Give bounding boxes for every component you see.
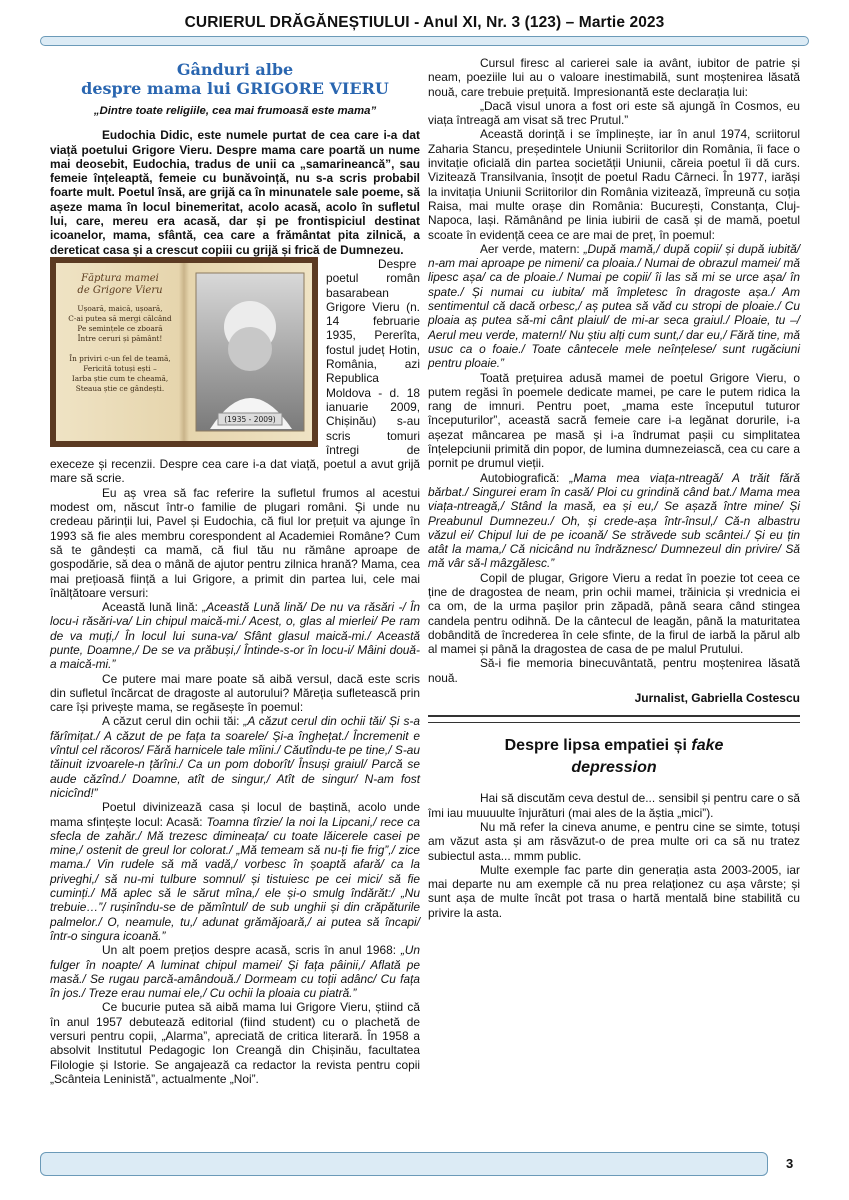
poem-acasa-lead: Poetul divinizează casa și locul de baștină, acolo unde mama sfințește locul: Acasă: — [50, 800, 420, 829]
poem-auto-verse: „Mama mea viața-ntreagă/ A trăit fără bărbat./ Singurei eram în casă/ Ploi cu grindină când bat./ Mama mea viața-ntreagă,/ Stând la masă, ea și eu,/ Se așază între mine/ Și Preabunul Dumnezeu./ Oh, și crede-așa într-însul,/ Că-n albastru văzul ei/ Chipul lui de pe icoană/ Se străvede sub scântei./ Și eu țin atât la mama,/ Că nicicând nu îndrăznesc/ Dumnezeul din privire/ Să mă vâr să-l mâzgălesc.” — [428, 470, 800, 571]
paragraph-visit-romania: Această dorință i se împlinește, iar în anul 1974, scriitorul Zaharia Stancu, președintele Uniunii Scriitorilor din România, îi face o invitație oficială din partea societății Uniunii, căreia poetul îi dă curs. Vizitează Transilvania, însoțit de poetul Radu Cârneci. În 1977, iarăși la invitația Uniunii Scriitorilor din România vizitează, împreună cu soția Raisa, mai multe orașe din România: București, Constanța, Cluj-Napoca, Iași. Rămânând pe linia iubirii de casă și de mamă, poetul scoate în evidență ceea ce are mai de preț, în poemul: — [428, 127, 800, 242]
article2-title-main: Despre lipsa empatiei și — [504, 737, 692, 755]
poem-1968-verse: „Un fulger în noapte/ A luminat chipul mamei/ Și fața pâinii,/ Aflată pe masă./ Se rugau parcă-amândouă./ Dormeam cu toții adânc/ Cu fața în jos./ Treze erau numai ele,/ Cu ochii la ploaia cu piatră.” — [50, 943, 420, 1001]
paragraph-modest-man: Eu aș vrea să fac referire la sufletul frumos al acestui modest om, născut într-o familie de plugari români. Și unde nu credeau părinții lui, Pavel și Eudochia, că fiul lor prețuit va ajunge în 1993 să fie ales membru corespondent al Academiei Române? Cum să te gândești ca mamă, că fiul tău nu rămâne aproape de gospodărie, să dea o mână de ajutor pentru zilnica hrană? Mama, cea mai prețioasă ființă a lui Grigore, a primit din partea lui, cele mai înălțătoare versuri: — [50, 485, 420, 600]
article-author: Jurnalist, Gabriella Costescu — [634, 691, 800, 706]
article2-paragraph-2: Nu mă refer la cineva anume, e pentru cine se simte, totuși am văzut asta și am răsvăzut-o de prea multe ori ca să nu tratez subiectul asta... mmm public. — [428, 819, 800, 863]
footer-bar — [40, 1152, 768, 1176]
article-title-line1: Gânduri albe — [176, 60, 294, 79]
open-book-illustration — [50, 257, 318, 447]
paragraph-quote-prut: „Dacă visul unora a fost ori este să ajungă în Cosmos, eu viața întreagă am visat să trec Prutul.” — [428, 98, 800, 128]
article2-title — [428, 735, 800, 779]
poem-image-years: (1935 - 2009) — [224, 414, 276, 424]
article2-paragraph-1: Hai să discutăm ceva destul de... sensibil și pentru care o să îmi iau muuuulte înjurături (mai ales de la ăștia „mici”). — [428, 791, 800, 820]
paragraph-debut: Ce bucurie putea să aibă mama lui Grigore Vieru, știind că în anul 1957 debutează editorial (fiind student) cu o plachetă de versuri pentru copii, „Alarma”, apreciată de critica literară. În 1958 a absolvit Institutul Pedagogic Ion Creangă din Chișinău, facultatea Filologie și Istorie. Se angajează ca redactor la revista pentru copii „Scânteia Leninistă”, actualmente „Noi”. — [50, 1000, 420, 1086]
poem-acasa-verse: Toamna tîrzie/ la noi la Lipcani,/ rece ca sfecla de zahăr./ Mă trezesc dimineața/ cu toate lăicerele casei pe mine,/ ostenit de greul lor colorat./ „Mă temeam să nu-ți fie frig”,/ zice mama./ Vin rudele să mă vadă,/ vorbesc în șoaptă afară/ ca la priveghi,/ să nu-mi tulbure somnul/ și tistuiesc pe cei mici/ să fie cuminți./ Mă aplec să le sărut mîna,/ ele și-o smulg îndărăt:/ „Nu trebuie…”/ rușinîndu-se de pămîntul/ de sub unghii și din crăpăturile palmelor./ O, neamule, tu,/ adunat grămăjoară,/ ai putea să încapi/ într-o singura icoană.” — [50, 814, 420, 943]
poem-auto-lead: Autobiografică: — [480, 470, 570, 485]
poem-line-4: Între ceruri și pământ! — [77, 333, 163, 343]
poem-cerul-verse: „A căzut cerul din ochii tăi/ Și s-a fărîmițat./ A căzut de pe fața ta soarele/ Și-a înghețat./ Încremenit e vîntul cel răcoros/ Fără harnicele tale mîini./ Căutîndu-te pe tine,/ S-au tăinuit izvoarele-n țărîni./ Ca un pom doborît/ Însuși graiul/ Parcă se aude căzînd./ Doamne, atît de singur,/ Atît de singur/ N-am fost nicicînd!” — [50, 714, 420, 800]
paragraph-intro: Eudochia Didic, este numele purtat de cea care i-a dat viață poetului Grigore Vieru. Despre mama care poartă un nume mai deosebit, Eudochia, tradus de unii ca „samarineancă”, sau femeie înțeleaptă, femeie cu bunăvoință, nu s-a scris probabil foarte mult. Poetul însă, are grijă ca în minunatele sale poeme, să așeze mama în locul binemeritat, acolo acasă, acolo în sufletul lui, care, mereu era acasă, dar și pe frontispiciul destinat icoanelor, mama, sfântă, cea care a frământat pita zilnică, a dereticat casa și a crescut copiii cu grijă și frică de Dumnezeu. — [50, 128, 420, 257]
article2-title-line2: depression — [571, 759, 657, 777]
article2-paragraph-3: Multe exemple fac parte din generația asta 2003-2005, iar mai departe nu am exemple că nu prea relaționez cu așa vârste; și sunt așa de multe încât pot trasa o hartă mentală bine stabilită cu privire la asta. — [428, 862, 800, 920]
paragraph-poem-luna — [50, 600, 420, 671]
poem-aer-verse: „După mamă,/ după copii/ și după iubită/ n-am mai aproape pe nimeni/ ca ploaia./ Numai de obrazul mamei/ mă lipesc așa/ ca de ploaie./ Numai pe copii/ îi las să mi se urce așa/ în spate./ Și numai cu iubita/ mă împletesc în dragoste așa./ Am sentimentul că dacă orbesc,/ aș putea să văd cu stropi de ploaie./ Cu ploaia aș putea să-mi cânt plaiul/ de mi-ar seca graiul./ Ploaie, tu –/ Aerul meu verde, matern!/ Nu știu alți cum sunt,/ dar eu,/ Fără tine, mă usuc ca o foaie./ Toate cântecele mele neînțelese/ sunt rugăciuni pentru ploaie.” — [428, 241, 800, 371]
paragraph-poem-1968 — [50, 943, 420, 1000]
poem-luna-verse: „Această Lună lină/ De nu va răsări -/ În locu-i răsări-va/ Lin chipul maică-mi./ Acest, o, glas al mierlei/ Pe ram de va muți,/ În locul lui suna-va/ Sfânt glasul maică-mi./ Această punte, Doamne,/ De se va prăbuși,/ Întinde-s-or în locu-i/ Mâini două-a maică-mi.” — [50, 600, 421, 672]
poem-image — [50, 257, 318, 447]
biography-text: Despre poetul român basarabean Grigore Vieru (n. 14 februarie 1935, Pererîta, fostul județ Hotin, România, azi Republica Moldova - d. 18 ianuarie 2009, Chișinău) s-au scris tomuri întregi de execeze și recenzii. Despre cea care i-a dat viață, poetul a avut grijă mare să scrie. — [50, 256, 420, 486]
poem-luna-lead: Această lună lină: — [102, 600, 203, 615]
article2-title-em: fake — [691, 737, 724, 755]
paragraph-poem-cerul — [50, 714, 420, 800]
paragraph-poem-aer-verde — [428, 242, 800, 371]
paragraph-poem-autobiografica — [428, 471, 800, 571]
paragraph-power-of-verse: Ce putere mai mare poate să aibă versul, dacă este scris din sufletul încărcat de dragoste al autorului? Măreția sufletească prin care își privește mama, se regăsește în poemul: — [50, 671, 420, 715]
paragraph-career: Cursul firesc al carierei sale ia avânt, iubitor de patrie și neam, poeziile lui au o valoare inestimabilă, sunt moștenirea lăsată nouă, care trebuie prețuită. Impresionantă este declarația lui: — [428, 56, 800, 99]
publication-title: CURIERUL DRĂGĂNEȘTIULUI - Anul XI, Nr. 3 (123) – Martie 2023 — [184, 14, 665, 31]
paragraph-poem-acasa — [50, 800, 420, 943]
article-title-line2: despre mama lui GRIGORE VIERU — [81, 79, 389, 98]
paragraph-hymns: Toată prețuirea adusă mamei de poetul Grigore Vieru, o putem regăsi în poemele dedicate mamei, pe care le putem ridica la rang de imnuri. Pentru poet, „mama este începutul tuturor începuturilor”, această sacră femeie care i-a legănat dorurile, i-a așezat mâncarea pe masă și i-a îndrumat pașii cu simplitatea înțelepciunii primită din popor, de lumina dumnezeiască, cea cu care a pornit pe drumul vieții. — [428, 370, 800, 471]
poem-line-2: C-ai putea să mergi călcând — [68, 313, 172, 323]
article-motto: „Dintre toate religiile, cea mai frumoasă este mama” — [93, 105, 377, 117]
paragraph-peasant-child: Copil de plugar, Grigore Vieru a redat în poezie tot ceea ce ține de dragostea de neam, prin ochii mamei, trăinicia și vrednicia ei ca om, de la urma pașilor prin zăpadă, până seara când stingea candela pentru odihnă. De la cântecul de leagăn, până la maturitatea dobândită de încrederea în cele sfinte, de la firul de iarbă la părul alb al mamei și până la dragostea de casa de pe malul Prutului. — [428, 570, 800, 657]
poem-line-6: În priviri c-un fel de teamă, — [69, 353, 171, 363]
right-column — [428, 56, 800, 920]
article2-title-line1 — [428, 735, 800, 757]
poem-image-title-2: de Grigore Vieru — [77, 284, 163, 296]
poem-line-3: Pe semințele ce zboară — [77, 323, 163, 333]
paragraph-memory: Să-i fie memoria binecuvântată, pentru moștenirea lăsată nouă. — [428, 656, 800, 685]
poem-cerul-lead: A căzut cerul din ochii tăi: — [102, 714, 244, 729]
poem-line-8: Iarba știe cum te cheamă, — [71, 373, 169, 383]
poem-line-7: Fericită totuși ești – — [83, 363, 157, 373]
poem-image-title-1: Făptura mamei — [81, 272, 159, 284]
poem-line-9: Steaua știe ce gândești. — [75, 383, 165, 393]
article-separator — [428, 715, 800, 723]
poem-line-1: Ușoară, maică, ușoară, — [77, 303, 163, 313]
header-divider — [40, 36, 809, 46]
page-number: 3 — [786, 1156, 794, 1171]
page-header — [40, 6, 809, 50]
poem-1968-lead: Un alt poem prețios despre acasă, scris în anul 1968: — [102, 943, 401, 958]
left-column — [50, 56, 420, 1086]
article-title — [50, 60, 420, 98]
poem-aer-lead: Aer verde, matern: — [480, 241, 584, 256]
